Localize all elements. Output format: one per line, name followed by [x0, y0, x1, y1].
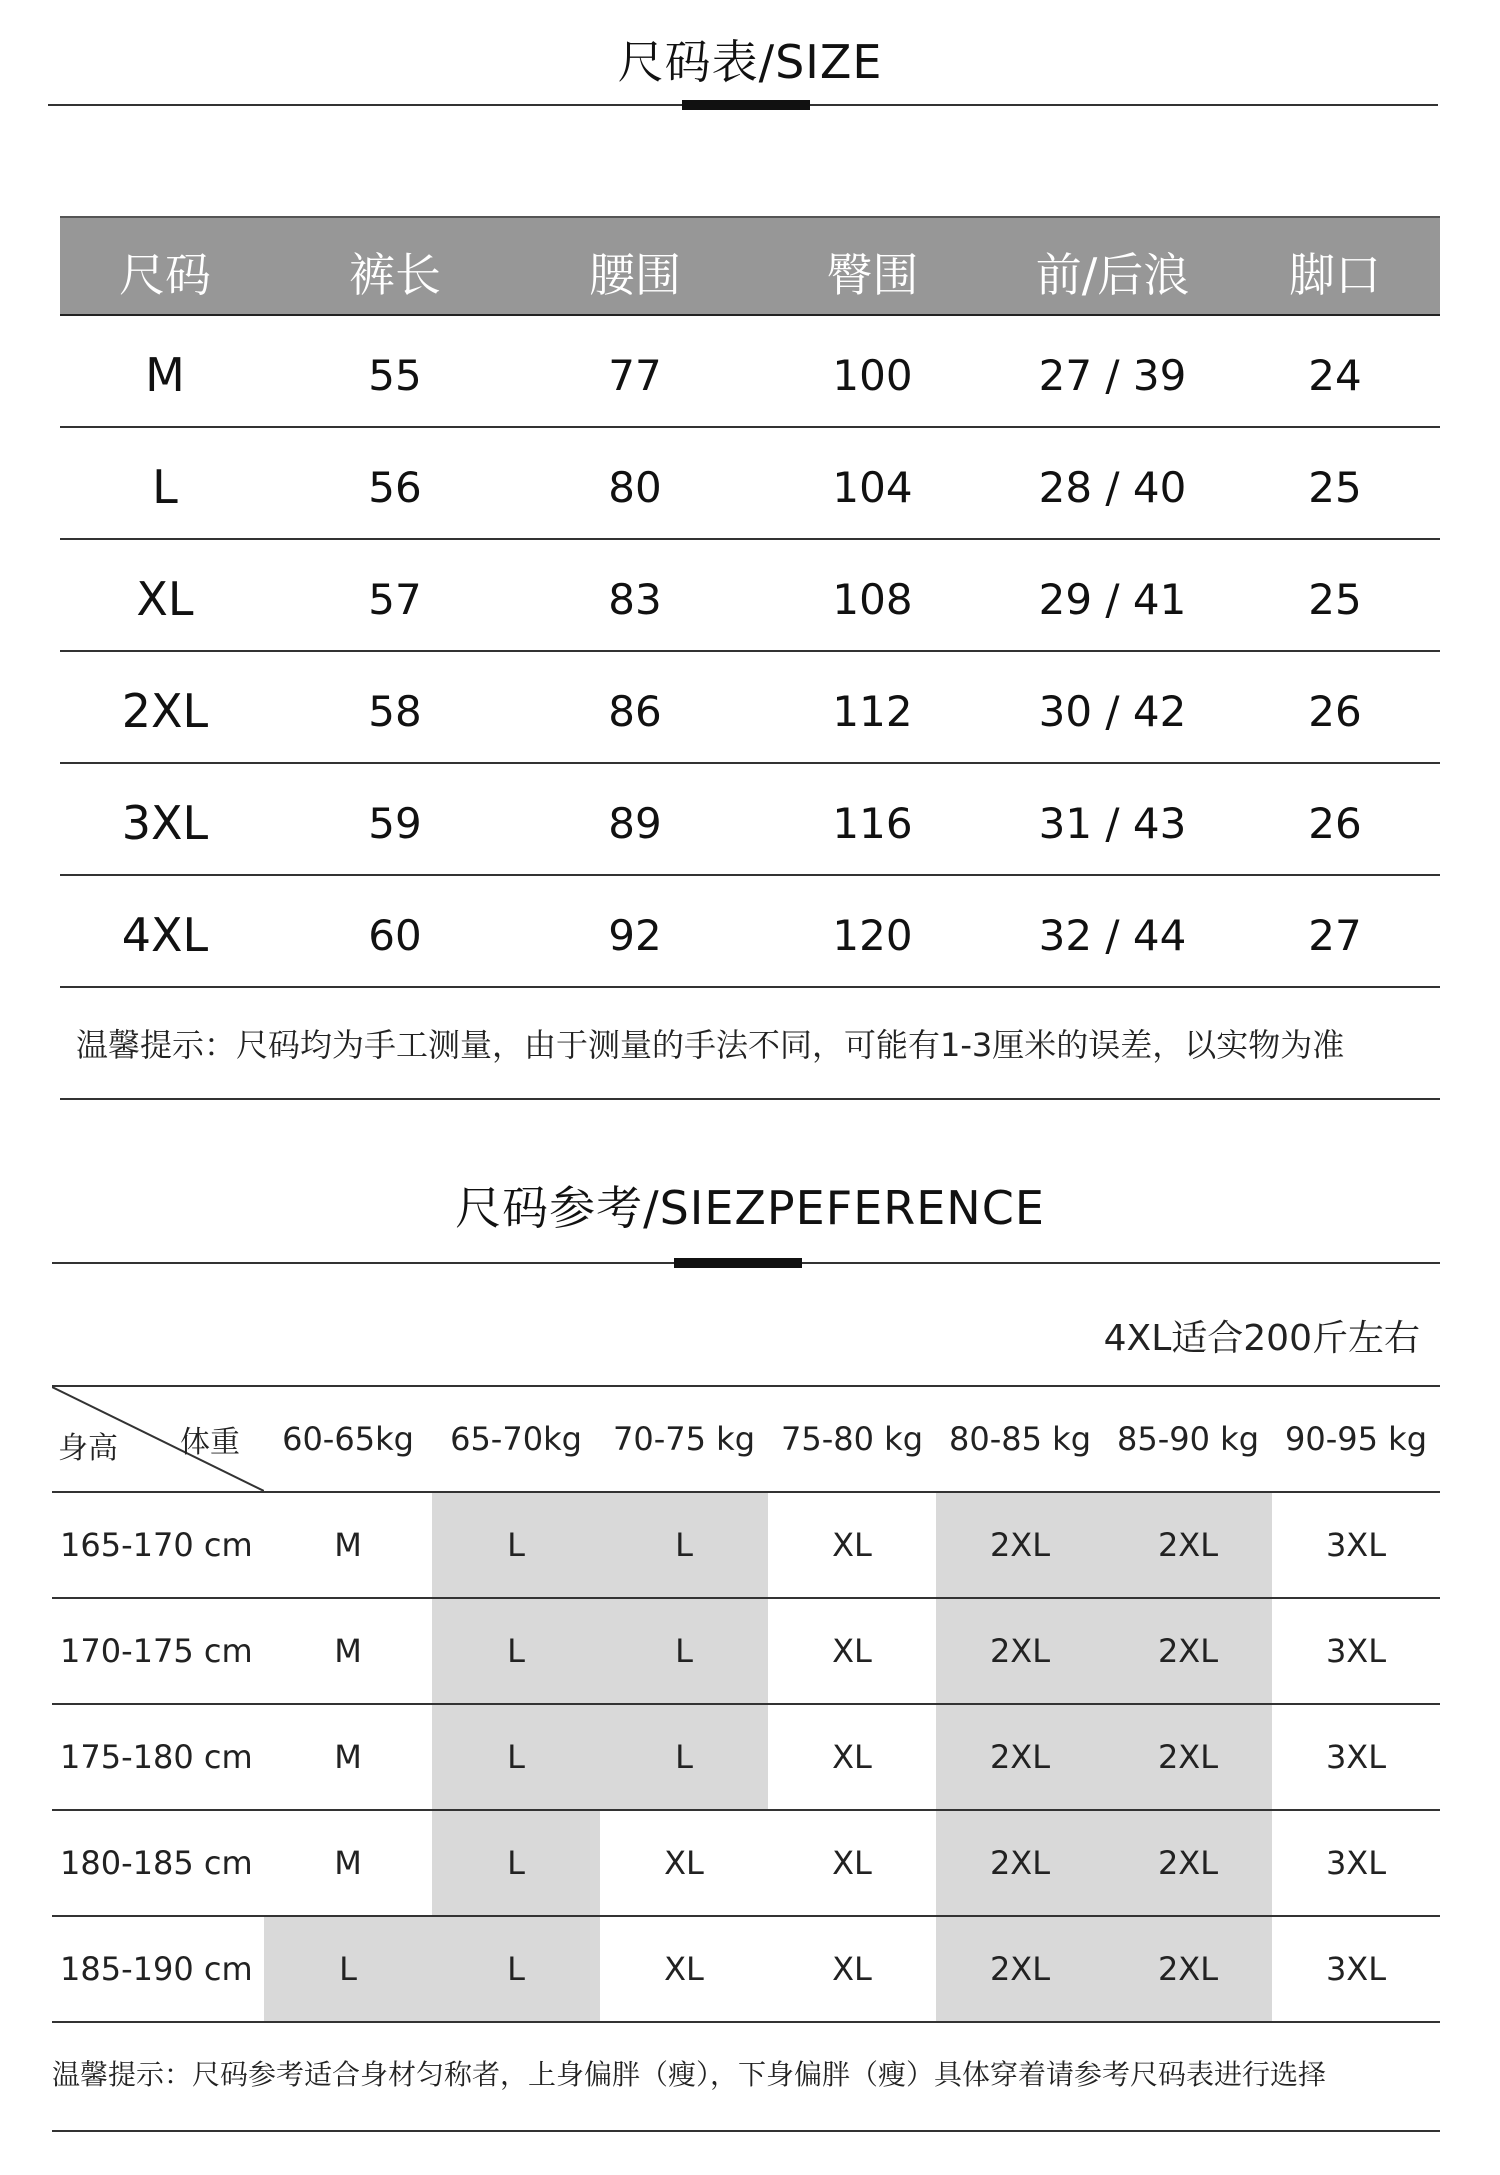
header-size: 尺码 [119, 248, 211, 302]
size-cell-hem: 26 [1308, 798, 1362, 848]
ref-table-body [52, 1493, 1440, 2023]
size-cell-hip: 100 [832, 350, 913, 400]
table-row [60, 540, 1440, 652]
size-cell-hip: 108 [832, 574, 913, 624]
table-row [52, 1493, 1440, 1599]
ref-note: 温馨提示：尺码参考适合身材匀称者，上身偏胖（瘦），下身偏胖（瘦）具体穿着请参考尺码表进行选择 [52, 2032, 1440, 2132]
size-cell-rise: 28 / 40 [1038, 462, 1187, 512]
size-cell-length: 55 [368, 350, 422, 400]
header-waist: 腰围 [589, 248, 681, 302]
recommended-size-cell: 3XL [1325, 1526, 1387, 1564]
recommended-size-cell: 2XL [1104, 1705, 1272, 1809]
weight-col-2: 65-70kg [450, 1420, 582, 1458]
size-cell-size: 3XL [121, 796, 209, 850]
corner-cell [52, 1387, 264, 1491]
table-row [52, 1811, 1440, 1917]
recommended-size-cell: 3XL [1325, 1738, 1387, 1776]
table-row [60, 652, 1440, 764]
ref-table-header [52, 1387, 1440, 1493]
size-cell-size: M [145, 348, 185, 402]
recommended-size-cell: XL [832, 1844, 872, 1882]
size-cell-hem: 27 [1308, 910, 1362, 960]
ref-table [52, 1385, 1440, 2023]
size-cell-rise: 32 / 44 [1038, 910, 1187, 960]
corner-weight-label: 体重 [180, 1425, 240, 1460]
height-label: 180-185 cm [60, 1844, 253, 1882]
size-cell-hip: 120 [832, 910, 913, 960]
recommended-size-cell: L [264, 1917, 432, 2021]
height-label: 170-175 cm [60, 1632, 253, 1670]
size-cell-waist: 80 [608, 462, 662, 512]
size-cell-size: L [152, 460, 178, 514]
size-cell-size: 4XL [121, 908, 209, 962]
size-table-header [60, 216, 1440, 316]
recommended-size-cell: M [334, 1526, 362, 1564]
recommended-size-cell: 2XL [1104, 1811, 1272, 1915]
size-cell-hip: 112 [832, 686, 913, 736]
recommended-size-cell: 2XL [936, 1917, 1104, 2021]
size-cell-rise: 29 / 41 [1038, 574, 1187, 624]
table-row [52, 1705, 1440, 1811]
size-table-body [60, 316, 1440, 988]
height-label: 185-190 cm [60, 1950, 253, 1988]
size-cell-hem: 24 [1308, 350, 1362, 400]
recommended-size-cell: L [600, 1599, 768, 1703]
size-cell-length: 60 [368, 910, 422, 960]
header-length: 裤长 [349, 248, 441, 302]
recommended-size-cell: 3XL [1325, 1844, 1387, 1882]
recommended-size-cell: L [432, 1705, 600, 1809]
header-hem: 脚口 [1289, 248, 1381, 302]
size-cell-waist: 89 [608, 798, 662, 848]
recommended-size-cell: XL [664, 1844, 704, 1882]
ref-title-accent [674, 1258, 802, 1268]
size-cell-size: 2XL [121, 684, 209, 738]
header-hip: 臀围 [826, 248, 919, 302]
weight-col-5: 80-85 kg [949, 1420, 1091, 1458]
height-label: 175-180 cm [60, 1738, 253, 1776]
recommended-size-cell: L [432, 1493, 600, 1597]
size-title-accent [682, 100, 810, 110]
size-section-title: 尺码表/SIZE [617, 35, 883, 89]
table-row [52, 1599, 1440, 1705]
recommended-size-cell: L [600, 1493, 768, 1597]
recommended-size-cell: L [432, 1917, 600, 2021]
size-note: 温馨提示：尺码均为手工测量，由于测量的手法不同，可能有1-3厘米的误差，以实物为准 [60, 1000, 1440, 1100]
weight-col-3: 70-75 kg [613, 1420, 755, 1458]
size-cell-length: 58 [368, 686, 422, 736]
size-cell-rise: 27 / 39 [1038, 350, 1187, 400]
recommended-size-cell: 2XL [1104, 1493, 1272, 1597]
recommended-size-cell: XL [832, 1526, 872, 1564]
recommended-size-cell: 2XL [936, 1599, 1104, 1703]
size-cell-length: 57 [368, 574, 422, 624]
size-cell-size: XL [136, 572, 194, 626]
weight-col-1: 60-65kg [282, 1420, 414, 1458]
size-table [60, 216, 1440, 988]
recommended-size-cell: M [334, 1738, 362, 1776]
size-cell-hip: 104 [832, 462, 913, 512]
table-row [60, 428, 1440, 540]
weight-note: 4XL适合200斤左右 [1103, 1318, 1420, 1359]
size-cell-hem: 25 [1308, 574, 1362, 624]
weight-col-6: 85-90 kg [1117, 1420, 1259, 1458]
header-rise: 前/后浪 [1035, 248, 1190, 302]
size-cell-waist: 83 [608, 574, 662, 624]
table-row [60, 764, 1440, 876]
table-row [52, 1917, 1440, 2023]
recommended-size-cell: L [432, 1599, 600, 1703]
size-cell-hip: 116 [832, 798, 913, 848]
weight-col-7: 90-95 kg [1285, 1420, 1427, 1458]
size-cell-length: 59 [368, 798, 422, 848]
size-cell-waist: 86 [608, 686, 662, 736]
recommended-size-cell: 2XL [936, 1811, 1104, 1915]
recommended-size-cell: XL [832, 1738, 872, 1776]
recommended-size-cell: M [334, 1844, 362, 1882]
recommended-size-cell: 3XL [1325, 1950, 1387, 1988]
weight-col-4: 75-80 kg [781, 1420, 923, 1458]
size-cell-hem: 26 [1308, 686, 1362, 736]
size-cell-rise: 30 / 42 [1038, 686, 1187, 736]
recommended-size-cell: L [432, 1811, 600, 1915]
recommended-size-cell: L [600, 1705, 768, 1809]
size-cell-hem: 25 [1308, 462, 1362, 512]
height-label: 165-170 cm [60, 1526, 253, 1564]
ref-section-title: 尺码参考/SIEZPEFERENCE [455, 1181, 1045, 1235]
size-cell-length: 56 [368, 462, 422, 512]
recommended-size-cell: XL [832, 1632, 872, 1670]
size-cell-rise: 31 / 43 [1038, 798, 1187, 848]
table-row [60, 876, 1440, 988]
recommended-size-cell: 2XL [1104, 1917, 1272, 2021]
recommended-size-cell: 2XL [936, 1493, 1104, 1597]
recommended-size-cell: 3XL [1325, 1632, 1387, 1670]
size-cell-waist: 92 [608, 910, 662, 960]
corner-height-label: 身高 [58, 1431, 118, 1466]
recommended-size-cell: 2XL [1104, 1599, 1272, 1703]
table-row [60, 316, 1440, 428]
size-cell-waist: 77 [608, 350, 662, 400]
recommended-size-cell: XL [832, 1950, 872, 1988]
recommended-size-cell: M [334, 1632, 362, 1670]
recommended-size-cell: 2XL [936, 1705, 1104, 1809]
recommended-size-cell: XL [664, 1950, 704, 1988]
